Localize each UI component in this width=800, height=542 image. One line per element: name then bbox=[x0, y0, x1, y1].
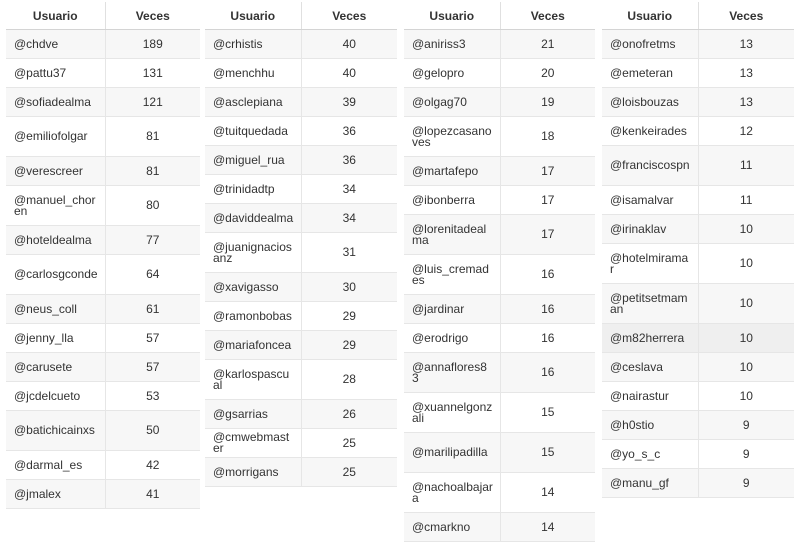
username-cell: @tuitquedada bbox=[205, 117, 301, 146]
count-cell: 9 bbox=[698, 411, 794, 440]
table-row bbox=[205, 146, 397, 175]
count-cell: 30 bbox=[301, 273, 397, 302]
table-row bbox=[205, 458, 397, 487]
table-row bbox=[6, 324, 200, 353]
username-cell: @carusete bbox=[6, 353, 105, 382]
count-cell: 121 bbox=[105, 88, 200, 117]
table-row bbox=[602, 244, 794, 284]
table-row bbox=[602, 469, 794, 498]
header-veces[interactable]: Veces bbox=[105, 2, 200, 30]
count-cell: 15 bbox=[500, 393, 595, 433]
username-cell: @ramonbobas bbox=[205, 302, 301, 331]
username-cell: @batichicainxs bbox=[6, 411, 105, 451]
header-usuario[interactable]: Usuario bbox=[205, 2, 301, 30]
count-cell: 13 bbox=[698, 88, 794, 117]
count-cell: 40 bbox=[301, 30, 397, 59]
count-cell: 13 bbox=[698, 59, 794, 88]
count-cell: 80 bbox=[105, 186, 200, 226]
table-row bbox=[205, 302, 397, 331]
username-cell: @daviddealma bbox=[205, 204, 301, 233]
count-cell: 64 bbox=[105, 255, 200, 295]
count-cell: 10 bbox=[698, 215, 794, 244]
header-usuario[interactable]: Usuario bbox=[602, 2, 698, 30]
table-header-row bbox=[6, 2, 200, 30]
count-cell: 11 bbox=[698, 146, 794, 186]
count-cell: 36 bbox=[301, 117, 397, 146]
table-row bbox=[6, 30, 200, 59]
user-table-1 bbox=[6, 2, 200, 509]
count-cell: 17 bbox=[500, 157, 595, 186]
username-cell: @gsarrias bbox=[205, 400, 301, 429]
username-cell: @crhistis bbox=[205, 30, 301, 59]
count-cell: 10 bbox=[698, 284, 794, 324]
username-cell: @m82herrera bbox=[602, 324, 698, 353]
table-row bbox=[404, 324, 595, 353]
table-row bbox=[6, 255, 200, 295]
count-cell: 16 bbox=[500, 295, 595, 324]
username-cell: @nairastur bbox=[602, 382, 698, 411]
count-cell: 81 bbox=[105, 157, 200, 186]
count-cell: 19 bbox=[500, 88, 595, 117]
table-row bbox=[6, 117, 200, 157]
table-row bbox=[404, 295, 595, 324]
count-cell: 14 bbox=[500, 513, 595, 542]
username-cell: @morrigans bbox=[205, 458, 301, 487]
username-cell: @pattu37 bbox=[6, 59, 105, 88]
count-cell: 21 bbox=[500, 30, 595, 59]
table-row bbox=[404, 215, 595, 255]
username-cell: @neus_coll bbox=[6, 295, 105, 324]
username-cell: @ibonberra bbox=[404, 186, 500, 215]
count-cell: 11 bbox=[698, 186, 794, 215]
count-cell: 26 bbox=[301, 400, 397, 429]
table-header-row bbox=[205, 2, 397, 30]
table-row bbox=[6, 480, 200, 509]
username-cell: @jardinar bbox=[404, 295, 500, 324]
username-cell: @jenny_lla bbox=[6, 324, 105, 353]
username-cell: @petitsetmaman bbox=[602, 284, 698, 324]
count-cell: 39 bbox=[301, 88, 397, 117]
username-cell: @xuannelgonzali bbox=[404, 393, 500, 433]
count-cell: 17 bbox=[500, 215, 595, 255]
count-cell: 16 bbox=[500, 255, 595, 295]
table-row bbox=[6, 88, 200, 117]
table-row bbox=[404, 186, 595, 215]
username-cell: @kenkeirades bbox=[602, 117, 698, 146]
username-cell: @karlospascual bbox=[205, 360, 301, 400]
username-cell: @erodrigo bbox=[404, 324, 500, 353]
username-cell: @emiliofolgar bbox=[6, 117, 105, 157]
table-row bbox=[6, 59, 200, 88]
username-cell: @loisbouzas bbox=[602, 88, 698, 117]
header-veces[interactable]: Veces bbox=[500, 2, 595, 30]
count-cell: 10 bbox=[698, 244, 794, 284]
table-row bbox=[205, 204, 397, 233]
count-cell: 10 bbox=[698, 382, 794, 411]
username-cell: @lorenitadealma bbox=[404, 215, 500, 255]
table-row bbox=[404, 255, 595, 295]
user-table-4 bbox=[602, 2, 794, 498]
table-row bbox=[205, 360, 397, 400]
table-row bbox=[602, 215, 794, 244]
count-cell: 31 bbox=[301, 233, 397, 273]
username-cell: @emeteran bbox=[602, 59, 698, 88]
table-row bbox=[205, 273, 397, 302]
count-cell: 50 bbox=[105, 411, 200, 451]
username-cell: @yo_s_c bbox=[602, 440, 698, 469]
table-row bbox=[205, 233, 397, 273]
count-cell: 25 bbox=[301, 429, 397, 458]
username-cell: @xavigasso bbox=[205, 273, 301, 302]
table-row bbox=[6, 157, 200, 186]
table-row bbox=[6, 186, 200, 226]
count-cell: 9 bbox=[698, 440, 794, 469]
table-row bbox=[205, 59, 397, 88]
username-cell: @darmal_es bbox=[6, 451, 105, 480]
username-cell: @gelopro bbox=[404, 59, 500, 88]
table-row bbox=[404, 513, 595, 542]
count-cell: 29 bbox=[301, 331, 397, 360]
username-cell: @ceslava bbox=[602, 353, 698, 382]
table-row bbox=[6, 451, 200, 480]
count-cell: 17 bbox=[500, 186, 595, 215]
count-cell: 57 bbox=[105, 324, 200, 353]
count-cell: 29 bbox=[301, 302, 397, 331]
username-cell: @chdve bbox=[6, 30, 105, 59]
count-cell: 20 bbox=[500, 59, 595, 88]
table-row bbox=[602, 411, 794, 440]
count-cell: 10 bbox=[698, 324, 794, 353]
table-row bbox=[6, 411, 200, 451]
username-cell: @menchhu bbox=[205, 59, 301, 88]
username-cell: @onofretms bbox=[602, 30, 698, 59]
count-cell: 12 bbox=[698, 117, 794, 146]
table-row bbox=[404, 393, 595, 433]
count-cell: 13 bbox=[698, 30, 794, 59]
count-cell: 28 bbox=[301, 360, 397, 400]
table-header-row bbox=[602, 2, 794, 30]
table-row bbox=[6, 353, 200, 382]
username-cell: @cmwebmaster bbox=[205, 429, 301, 458]
username-cell: @aniriss3 bbox=[404, 30, 500, 59]
header-veces[interactable]: Veces bbox=[301, 2, 397, 30]
table-row bbox=[602, 88, 794, 117]
username-cell: @jcdelcueto bbox=[6, 382, 105, 411]
username-cell: @manuel_choren bbox=[6, 186, 105, 226]
username-cell: @h0stio bbox=[602, 411, 698, 440]
table-row bbox=[602, 59, 794, 88]
table-row bbox=[602, 382, 794, 411]
count-cell: 131 bbox=[105, 59, 200, 88]
username-cell: @mariafoncea bbox=[205, 331, 301, 360]
username-cell: @trinidadtp bbox=[205, 175, 301, 204]
username-cell: @martafepo bbox=[404, 157, 500, 186]
username-cell: @juanignaciosanz bbox=[205, 233, 301, 273]
count-cell: 42 bbox=[105, 451, 200, 480]
username-cell: @olgag70 bbox=[404, 88, 500, 117]
username-cell: @isamalvar bbox=[602, 186, 698, 215]
count-cell: 77 bbox=[105, 226, 200, 255]
count-cell: 40 bbox=[301, 59, 397, 88]
table-row bbox=[404, 88, 595, 117]
table-row bbox=[602, 440, 794, 469]
count-cell: 53 bbox=[105, 382, 200, 411]
username-cell: @sofiadealma bbox=[6, 88, 105, 117]
count-cell: 10 bbox=[698, 353, 794, 382]
count-cell: 41 bbox=[105, 480, 200, 509]
table-row bbox=[602, 186, 794, 215]
count-cell: 34 bbox=[301, 175, 397, 204]
count-cell: 16 bbox=[500, 324, 595, 353]
user-table-3 bbox=[404, 2, 595, 542]
username-cell: @irinaklav bbox=[602, 215, 698, 244]
table-row bbox=[205, 30, 397, 59]
count-cell: 9 bbox=[698, 469, 794, 498]
table-row bbox=[602, 284, 794, 324]
table-row bbox=[205, 175, 397, 204]
count-cell: 14 bbox=[500, 473, 595, 513]
username-cell: @asclepiana bbox=[205, 88, 301, 117]
table-row bbox=[404, 157, 595, 186]
count-cell: 81 bbox=[105, 117, 200, 157]
table-row bbox=[6, 382, 200, 411]
username-cell: @miguel_rua bbox=[205, 146, 301, 175]
count-cell: 61 bbox=[105, 295, 200, 324]
username-cell: @lopezcasanoves bbox=[404, 117, 500, 157]
header-veces[interactable]: Veces bbox=[698, 2, 794, 30]
user-table-2 bbox=[205, 2, 397, 487]
count-cell: 34 bbox=[301, 204, 397, 233]
header-usuario[interactable]: Usuario bbox=[404, 2, 500, 30]
username-cell: @manu_gf bbox=[602, 469, 698, 498]
table-row bbox=[205, 117, 397, 146]
table-row bbox=[602, 324, 794, 353]
table-row bbox=[205, 429, 397, 458]
table-row bbox=[205, 400, 397, 429]
count-cell: 25 bbox=[301, 458, 397, 487]
table-row bbox=[404, 473, 595, 513]
username-cell: @marilipadilla bbox=[404, 433, 500, 473]
username-cell: @carlosgconde bbox=[6, 255, 105, 295]
table-row bbox=[602, 30, 794, 59]
username-cell: @franciscospn bbox=[602, 146, 698, 186]
username-cell: @annaflores83 bbox=[404, 353, 500, 393]
table-row bbox=[602, 146, 794, 186]
username-cell: @hoteldealma bbox=[6, 226, 105, 255]
table-row bbox=[404, 117, 595, 157]
count-cell: 16 bbox=[500, 353, 595, 393]
table-row bbox=[205, 331, 397, 360]
username-cell: @nachoalbajara bbox=[404, 473, 500, 513]
username-cell: @hotelmiramar bbox=[602, 244, 698, 284]
table-row bbox=[6, 226, 200, 255]
table-row bbox=[205, 88, 397, 117]
count-cell: 18 bbox=[500, 117, 595, 157]
table-row bbox=[404, 59, 595, 88]
count-cell: 36 bbox=[301, 146, 397, 175]
table-row bbox=[404, 353, 595, 393]
header-usuario[interactable]: Usuario bbox=[6, 2, 105, 30]
table-row bbox=[404, 433, 595, 473]
count-cell: 189 bbox=[105, 30, 200, 59]
table-row bbox=[602, 117, 794, 146]
count-cell: 15 bbox=[500, 433, 595, 473]
table-row bbox=[404, 30, 595, 59]
table-row bbox=[6, 295, 200, 324]
table-header-row bbox=[404, 2, 595, 30]
table-row bbox=[602, 353, 794, 382]
username-cell: @luis_cremades bbox=[404, 255, 500, 295]
username-cell: @verescreer bbox=[6, 157, 105, 186]
count-cell: 57 bbox=[105, 353, 200, 382]
username-cell: @jmalex bbox=[6, 480, 105, 509]
username-cell: @cmarkno bbox=[404, 513, 500, 542]
